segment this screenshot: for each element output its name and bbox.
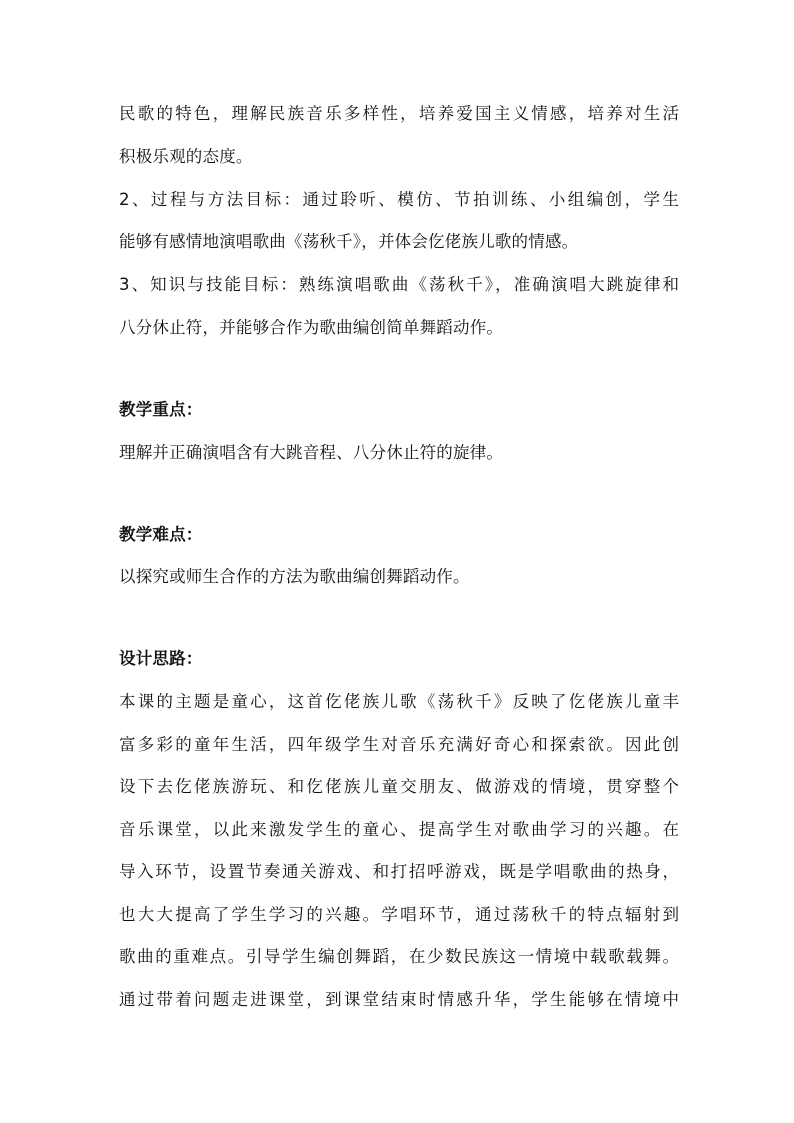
key-point-heading: 教学重点： [119,400,203,419]
objective-text-line: 民歌的特色，理解民族音乐多样性，培养爱国主义情感，培养对生活 [119,104,679,123]
process-method-objective: 2、过程与方法目标：通过聆听、模仿、节拍训练、小组编创，学生 [119,190,679,209]
design-paragraph-line: 也大大提高了学生学习的兴趣。学唱环节，通过荡秋千的特点辐射到 [119,905,679,924]
design-paragraph-line: 富多彩的童年生活，四年级学生对音乐充满好奇心和探索欲。因此创 [119,735,679,754]
key-point-text: 理解并正确演唱含有大跳音程、八分休止符的旋律。 [119,443,504,462]
design-paragraph-line: 音乐课堂，以此来激发学生的童心、提高学生对歌曲学习的兴趣。在 [119,820,679,839]
difficulty-heading: 教学难点： [119,525,203,544]
knowledge-skill-objective-cont: 八分休止符，并能够合作为歌曲编创简单舞蹈动作。 [119,318,504,337]
knowledge-skill-objective: 3、知识与技能目标：熟练演唱歌曲《荡秋千》，准确演唱大跳旋律和 [119,275,679,294]
design-paragraph-line: 本课的主题是童心，这首仡佬族儿歌《荡秋千》反映了仡佬族儿童丰 [119,692,679,711]
design-paragraph-line: 通过带着问题走进课堂，到课堂结束时情感升华，学生能够在情境中 [119,990,679,1009]
process-method-objective-cont: 能够有感情地演唱歌曲《荡秋千》，并体会仡佬族儿歌的情感。 [119,232,579,251]
design-paragraph-line: 设下去仡佬族游玩、和仡佬族儿童交朋友、做游戏的情境，贯穿整个 [119,777,679,796]
design-paragraph-line: 歌曲的重难点。引导学生编创舞蹈，在少数民族这一情境中载歌载舞。 [119,947,679,966]
design-heading: 设计思路： [119,649,203,668]
objective-text-line: 积极乐观的态度。 [119,147,253,166]
design-paragraph-line: 导入环节，设置节奏通关游戏、和打招呼游戏，既是学唱歌曲的热身， [119,862,679,881]
difficulty-text: 以探究或师生合作的方法为歌曲编创舞蹈动作。 [119,567,470,586]
